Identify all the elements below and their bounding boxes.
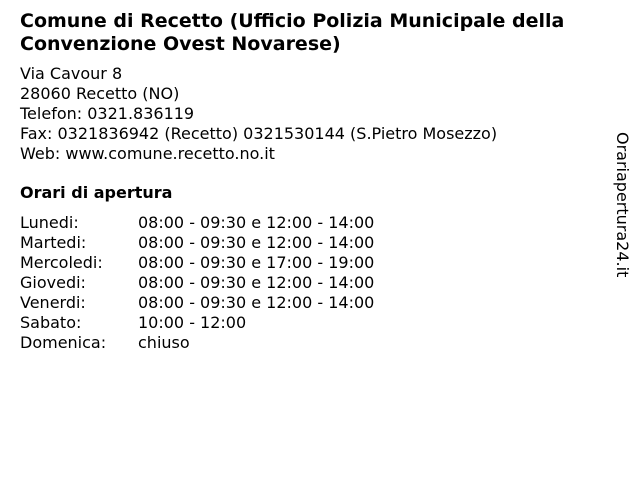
fax-number: Fax: 0321836942 (Recetto) 0321530144 (S.Pietro Mosezzo) (20, 124, 498, 143)
day-label: Martedi: (20, 233, 87, 252)
time-value: 08:00 - 09:30 e 12:00 - 14:00 (138, 273, 375, 292)
time-value: chiuso (138, 333, 190, 352)
time-value: 08:00 - 09:30 e 12:00 - 14:00 (138, 213, 375, 232)
website: Web: www.comune.recetto.no.it (20, 144, 275, 163)
day-label: Sabato: (20, 313, 82, 332)
street-address: Via Cavour 8 (20, 64, 123, 83)
city-address: 28060 Recetto (NO) (20, 84, 180, 103)
time-value: 08:00 - 09:30 e 17:00 - 19:00 (138, 253, 375, 272)
day-label: Lunedi: (20, 213, 79, 232)
phone-number: Telefon: 0321.836119 (20, 104, 195, 123)
opening-hours-heading: Orari di apertura (20, 183, 173, 202)
watermark (612, 132, 632, 312)
day-label: Venerdi: (20, 293, 86, 312)
day-label: Giovedi: (20, 273, 86, 292)
time-value: 08:00 - 09:30 e 12:00 - 14:00 (138, 293, 375, 312)
time-value: 10:00 - 12:00 (138, 313, 247, 332)
address-block (20, 64, 497, 164)
page-title: Comune di Recetto (Ufficio Polizia Municipale della Convenzione Ovest Novarese) (20, 10, 565, 55)
time-value: 08:00 - 09:30 e 12:00 - 14:00 (138, 233, 375, 252)
day-label: Domenica: (20, 333, 107, 352)
watermark-text: Orariapertura24.it (613, 132, 632, 278)
day-label: Mercoledi: (20, 253, 103, 272)
